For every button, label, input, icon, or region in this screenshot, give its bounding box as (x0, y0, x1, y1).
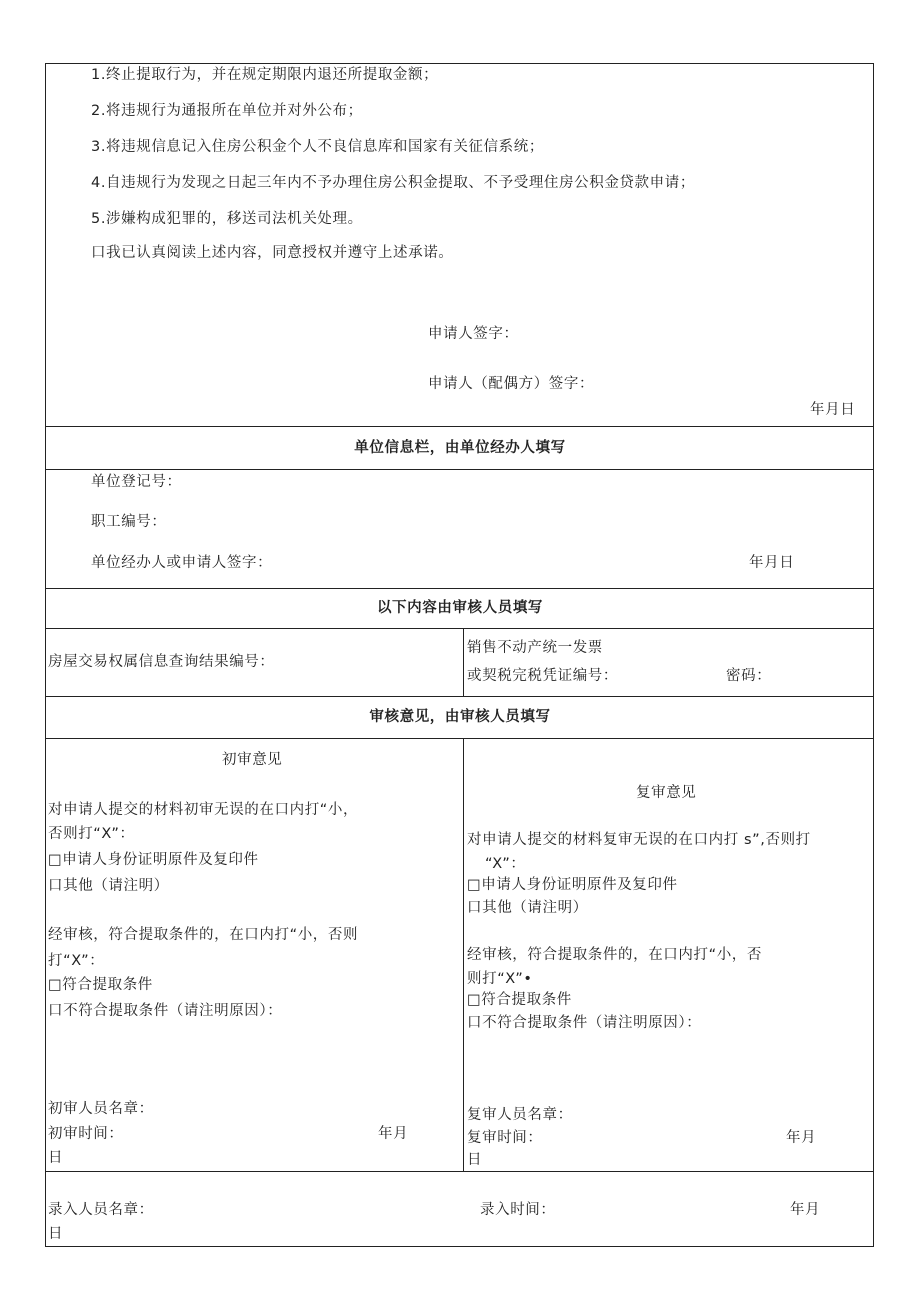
entry-year-month: 年月 (790, 1202, 821, 1218)
first-review-time-label: 初审时间： (48, 1126, 124, 1142)
first-review-title: 初审意见 (222, 752, 283, 768)
audit-section-header: 以下内容由审核人员填写 (376, 600, 544, 616)
second-review-text: 对申请人提交的材料复审无误的在口内打 s”,否则打 (467, 832, 811, 848)
first-review-stamp-label: 初审人员名章： (48, 1101, 154, 1117)
first-review-checkbox-eligible[interactable]: □符合提取条件 (48, 977, 153, 993)
query-result-number-label: 房屋交易权属信息查询结果编号： (48, 654, 275, 670)
first-review-text: 经审核，符合提取条件的，在口内打“小，否则 (48, 927, 359, 943)
entry-day: 日 (48, 1226, 64, 1242)
second-review-checkbox-id-docs[interactable]: □申请人身份证明原件及复印件 (467, 877, 678, 893)
first-review-text: 对申请人提交的材料初审无误的在口内打“小， (48, 802, 359, 818)
spouse-signature-label: 申请人（配偶方）签字： (428, 376, 595, 392)
penalty-item: 2.将违规行为通报所在单位并对外公布； (91, 103, 363, 119)
first-review-checkbox-other[interactable]: 口其他（请注明） (48, 878, 169, 894)
applicant-signature-label: 申请人签字： (428, 326, 519, 342)
second-review-checkbox-ineligible[interactable]: 口不符合提取条件（请注明原因）： (467, 1015, 702, 1031)
unit-registration-label: 单位登记号： (91, 474, 182, 490)
invoice-label-line1: 销售不动产统一发票 (467, 640, 603, 656)
divider (45, 738, 874, 739)
divider (45, 588, 874, 589)
second-review-text: 则打“X”• (467, 971, 533, 987)
unit-section-header: 单位信息栏，由单位经办人填写 (354, 440, 566, 456)
unit-sign-date: 年月日 (749, 555, 795, 571)
second-review-stamp-label: 复审人员名章： (467, 1107, 573, 1123)
unit-agent-signature-label: 单位经办人或申请人签字： (91, 555, 273, 571)
agreement-checkbox[interactable]: 口我已认真阅读上述内容，同意授权并遵守上述承诺。 (91, 245, 454, 261)
entry-time-label: 录入时间： (480, 1202, 556, 1218)
penalty-item: 1.终止提取行为，并在规定期限内退还所提取金额； (91, 67, 439, 83)
first-review-checkbox-id-docs[interactable]: □申请人身份证明原件及复印件 (48, 852, 259, 868)
first-review-text: 否则打“X”： (48, 826, 135, 842)
signature-date: 年月日 (810, 402, 856, 418)
opinion-section-header: 审核意见，由审核人员填写 (369, 709, 551, 725)
divider (45, 628, 874, 629)
employee-number-label: 职工编号： (91, 514, 167, 530)
divider (45, 426, 874, 427)
second-review-checkbox-other[interactable]: 口其他（请注明） (467, 900, 588, 916)
first-review-text: 打“X”： (48, 953, 105, 969)
first-review-checkbox-ineligible[interactable]: 口不符合提取条件（请注明原因）： (48, 1003, 283, 1019)
penalty-item: 5.涉嫌构成犯罪的，移送司法机关处理。 (91, 211, 363, 227)
first-review-day: 日 (48, 1150, 64, 1166)
password-label: 密码： (726, 668, 772, 684)
second-review-year-month: 年月 (786, 1130, 817, 1146)
second-review-checkbox-eligible[interactable]: □符合提取条件 (467, 992, 572, 1008)
second-review-text: 经审核，符合提取条件的，在口内打“小，否 (467, 947, 763, 963)
second-review-day: 日 (467, 1152, 483, 1168)
second-review-time-label: 复审时间： (467, 1130, 543, 1146)
second-review-title: 复审意见 (636, 785, 697, 801)
divider (45, 469, 874, 470)
invoice-label-line2: 或契税完税凭证编号： (467, 668, 618, 684)
penalty-item: 4.自违规行为发现之日起三年内不予办理住房公积金提取、不予受理住房公积金贷款申请； (91, 175, 695, 191)
first-review-year-month: 年月 (378, 1126, 409, 1142)
divider (45, 1171, 874, 1172)
column-divider (463, 628, 464, 696)
second-review-text: “X”： (485, 856, 526, 872)
column-divider (463, 738, 464, 1171)
entry-stamp-label: 录入人员名章： (48, 1202, 154, 1218)
penalty-item: 3.将违规信息记入住房公积金个人不良信息库和国家有关征信系统； (91, 139, 544, 155)
divider (45, 696, 874, 697)
